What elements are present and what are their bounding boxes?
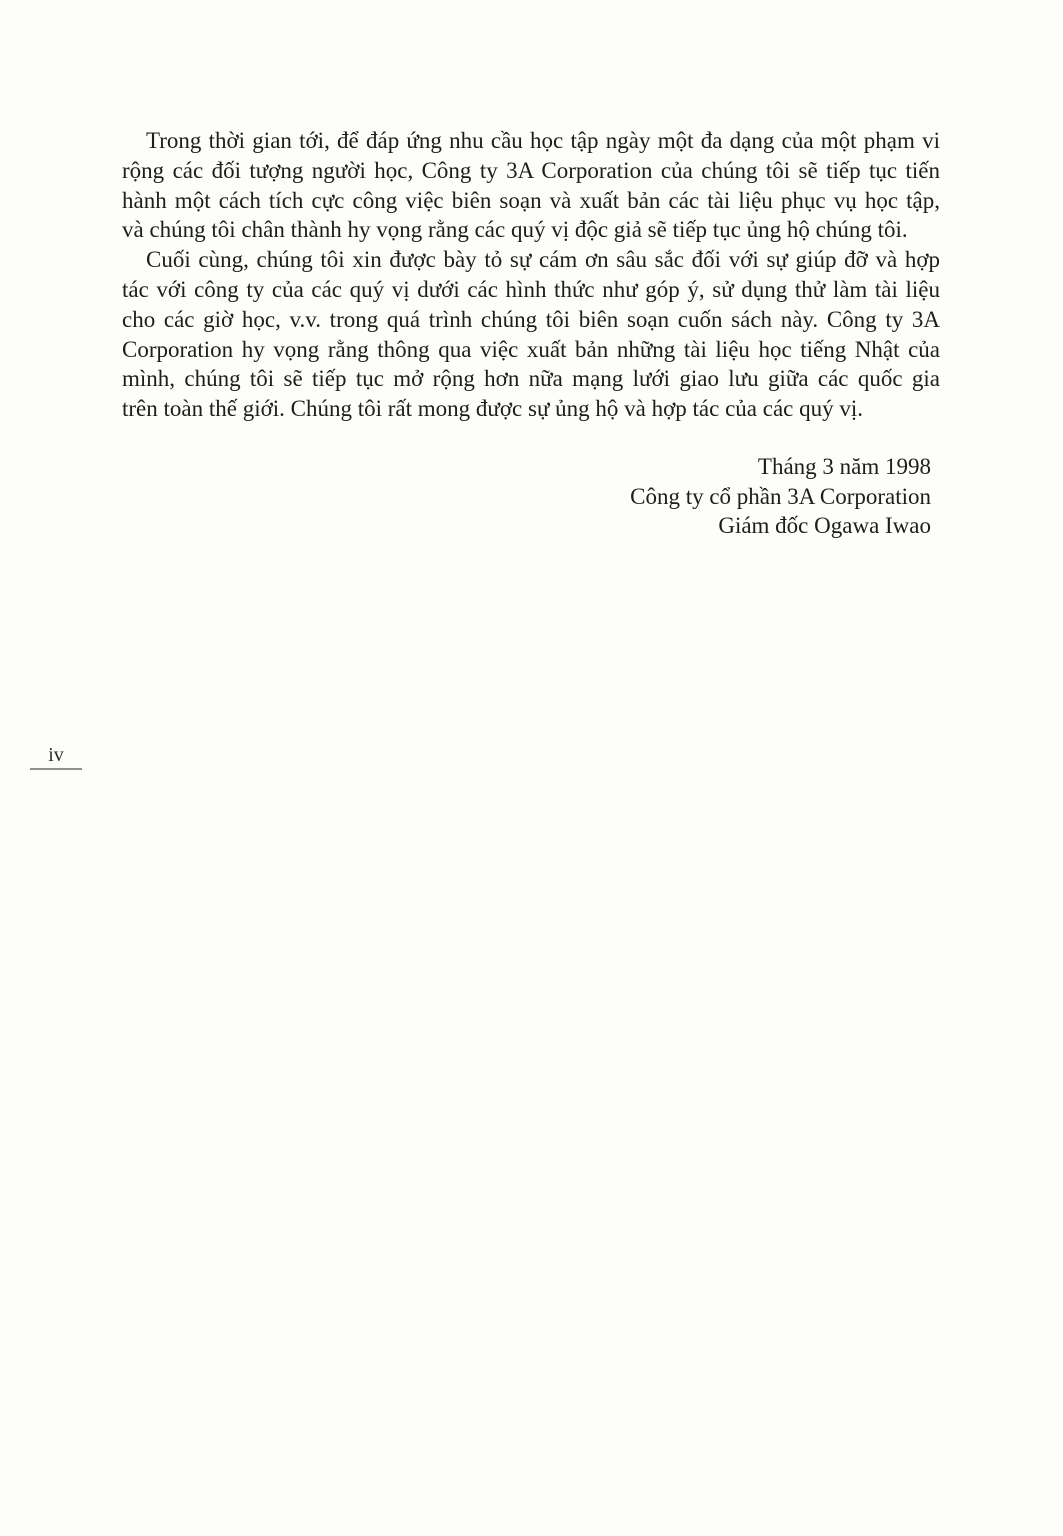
page-number: iv	[30, 745, 82, 770]
paragraph2-line-3: cho các giờ học, v.v. trong quá trình chúng tôi biên soạn cuốn sách này. Công ty 3A	[122, 306, 940, 332]
signature-block	[630, 452, 931, 541]
paragraph2-line-2: tác với công ty của các quý vị dưới các hình thức như góp ý, sử dụng thử làm tài liệu	[122, 276, 940, 302]
paragraph2-line-6: trên toàn thế giới. Chúng tôi rất mong được sự ủng hộ và hợp tác của các quý vị.	[122, 396, 864, 422]
signature-date: Tháng 3 năm 1998	[757, 454, 931, 479]
signature-company: Công ty cổ phần 3A Corporation	[630, 483, 931, 509]
paragraph2-line-1: Cuối cùng, chúng tôi xin được bày tỏ sự cám ơn sâu sắc đối với sự giúp đỡ và hợp	[146, 247, 940, 273]
paragraph1-line-3: hành một cách tích cực công việc biên soạn và xuất bản các tài liệu phục vụ học tập,	[122, 187, 940, 213]
paragraph2-line-5: mình, chúng tôi sẽ tiếp tục mở rộng hơn nữa mạng lưới giao lưu giữa các quốc gia	[122, 366, 940, 392]
paragraph1-line-2: rộng các đối tượng người học, Công ty 3A Corporation của chúng tôi sẽ tiếp tục tiến	[122, 157, 940, 183]
paragraph1-line-1: Trong thời gian tới, để đáp ứng nhu cầu học tập ngày một đa dạng của một phạm vi	[146, 128, 940, 153]
signature-director: Giám đốc Ogawa Iwao	[718, 513, 931, 538]
paragraph1-line-4: và chúng tôi chân thành hy vọng rằng các quý vị độc giả sẽ tiếp tục ủng hộ chúng tôi.	[122, 217, 908, 243]
paragraph2-line-4: Corporation hy vọng rằng thông qua việc xuất bản những tài liệu học tiếng Nhật của	[122, 336, 940, 362]
preface-body	[122, 126, 940, 424]
